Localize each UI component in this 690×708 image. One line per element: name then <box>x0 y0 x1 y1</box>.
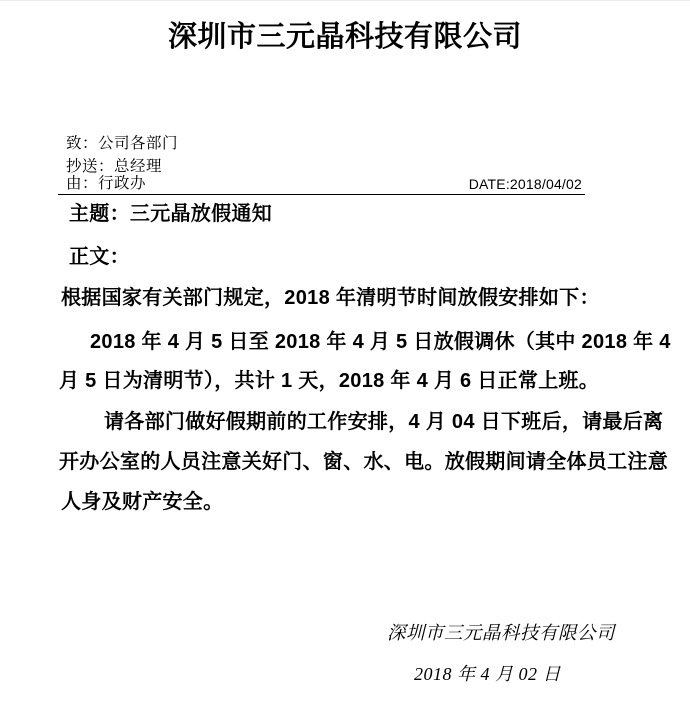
subject-line: 主题：三元晶放假通知 <box>69 203 272 225</box>
body-line: 2018 年 4 月 5 日至 2018 年 4 月 5 日放假调休（其中 2018 年 4 <box>90 331 671 353</box>
signature-company: 深圳市三元晶科技有限公司 <box>387 624 616 644</box>
body-section-label: 正文： <box>69 246 130 268</box>
body-line: 月 5 日为清明节），共计 1 天，2018 年 4 月 6 日正常上班。 <box>59 370 600 392</box>
body-line: 开办公室的人员注意关好门、窗、水、电。放假期间请全体员工注意 <box>59 451 668 473</box>
header-from-label: 由：行政办 <box>66 175 147 192</box>
header-date-label: DATE:2018/04/02 <box>468 176 582 192</box>
body-line: 请各部门做好假期前的工作安排，4 月 04 日下班后，请最后离 <box>104 411 664 433</box>
document-title: 深圳市三元晶科技有限公司 <box>167 21 522 53</box>
signature-date: 2018 年 4 月 02 日 <box>414 664 561 684</box>
header-from-row <box>58 171 585 195</box>
body-line: 根据国家有关部门规定，2018 年清明节时间放假安排如下： <box>61 287 600 309</box>
header-to-line: 致：公司各部门 <box>66 135 179 152</box>
body-line: 人身及财产安全。 <box>61 491 224 513</box>
header-cc-line: 抄送：总经理 <box>66 158 163 175</box>
